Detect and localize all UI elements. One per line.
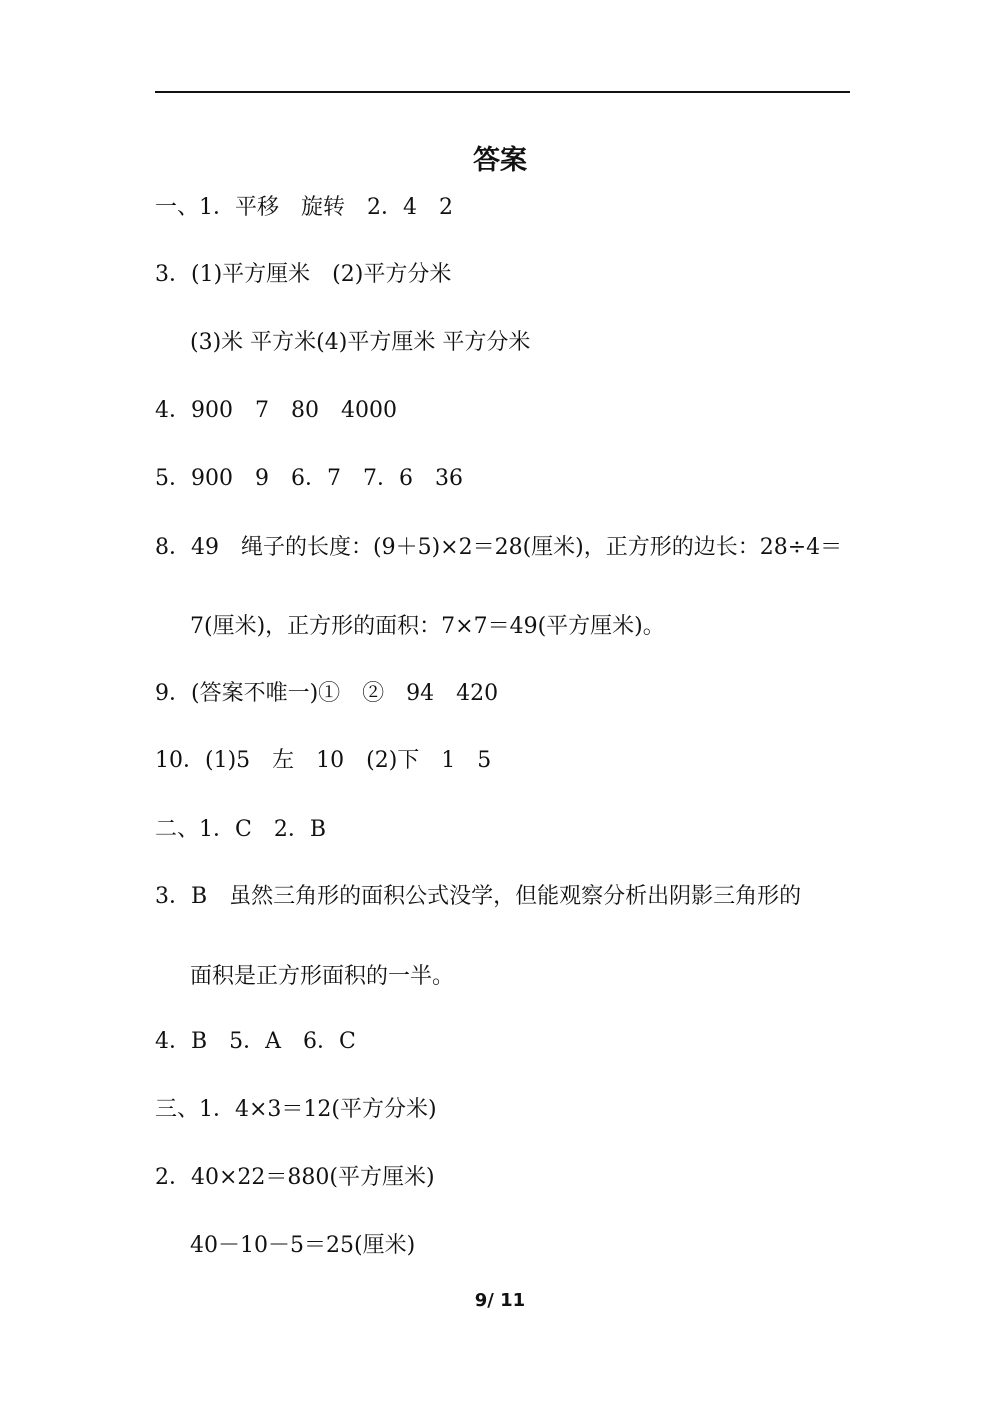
answer-line: 3．B 虽然三角形的面积公式没学，但能观察分析出阴影三角形的 (155, 884, 802, 909)
answer-line: 7(厘米)，正方形的面积：7×7＝49(平方厘米)。 (190, 614, 665, 639)
answer-line: 2．40×22＝880(平方厘米) (155, 1165, 435, 1190)
answer-line: 9．(答案不唯一)① ② 94 420 (155, 681, 499, 706)
answer-line: 面积是正方形面积的一半。 (190, 964, 455, 989)
answer-line: 二、1．C 2．B (155, 817, 326, 842)
answer-line: 5．900 9 6．7 7．6 36 (155, 466, 463, 491)
answer-line: 8．49 绳子的长度：(9＋5)×2＝28(厘米)，正方形的边长：28÷4＝ (155, 535, 843, 560)
page-number: 9/ 11 (474, 1290, 526, 1311)
answer-line: 三、1．4×3＝12(平方分米) (155, 1097, 437, 1122)
answer-line: 一、1．平移 旋转 2．4 2 (155, 195, 453, 220)
answer-line: 4．900 7 80 4000 (155, 398, 397, 423)
page-title: 答案 (473, 145, 527, 176)
header-rule (155, 91, 850, 93)
answer-line: 10．(1)5 左 10 (2)下 1 5 (155, 748, 492, 773)
answer-line: 40－10－5＝25(厘米) (190, 1233, 416, 1258)
answer-line: 4．B 5．A 6．C (155, 1029, 356, 1054)
answer-line: (3)米 平方米(4)平方厘米 平方分米 (190, 330, 531, 355)
answer-line: 3．(1)平方厘米 (2)平方分米 (155, 262, 452, 287)
